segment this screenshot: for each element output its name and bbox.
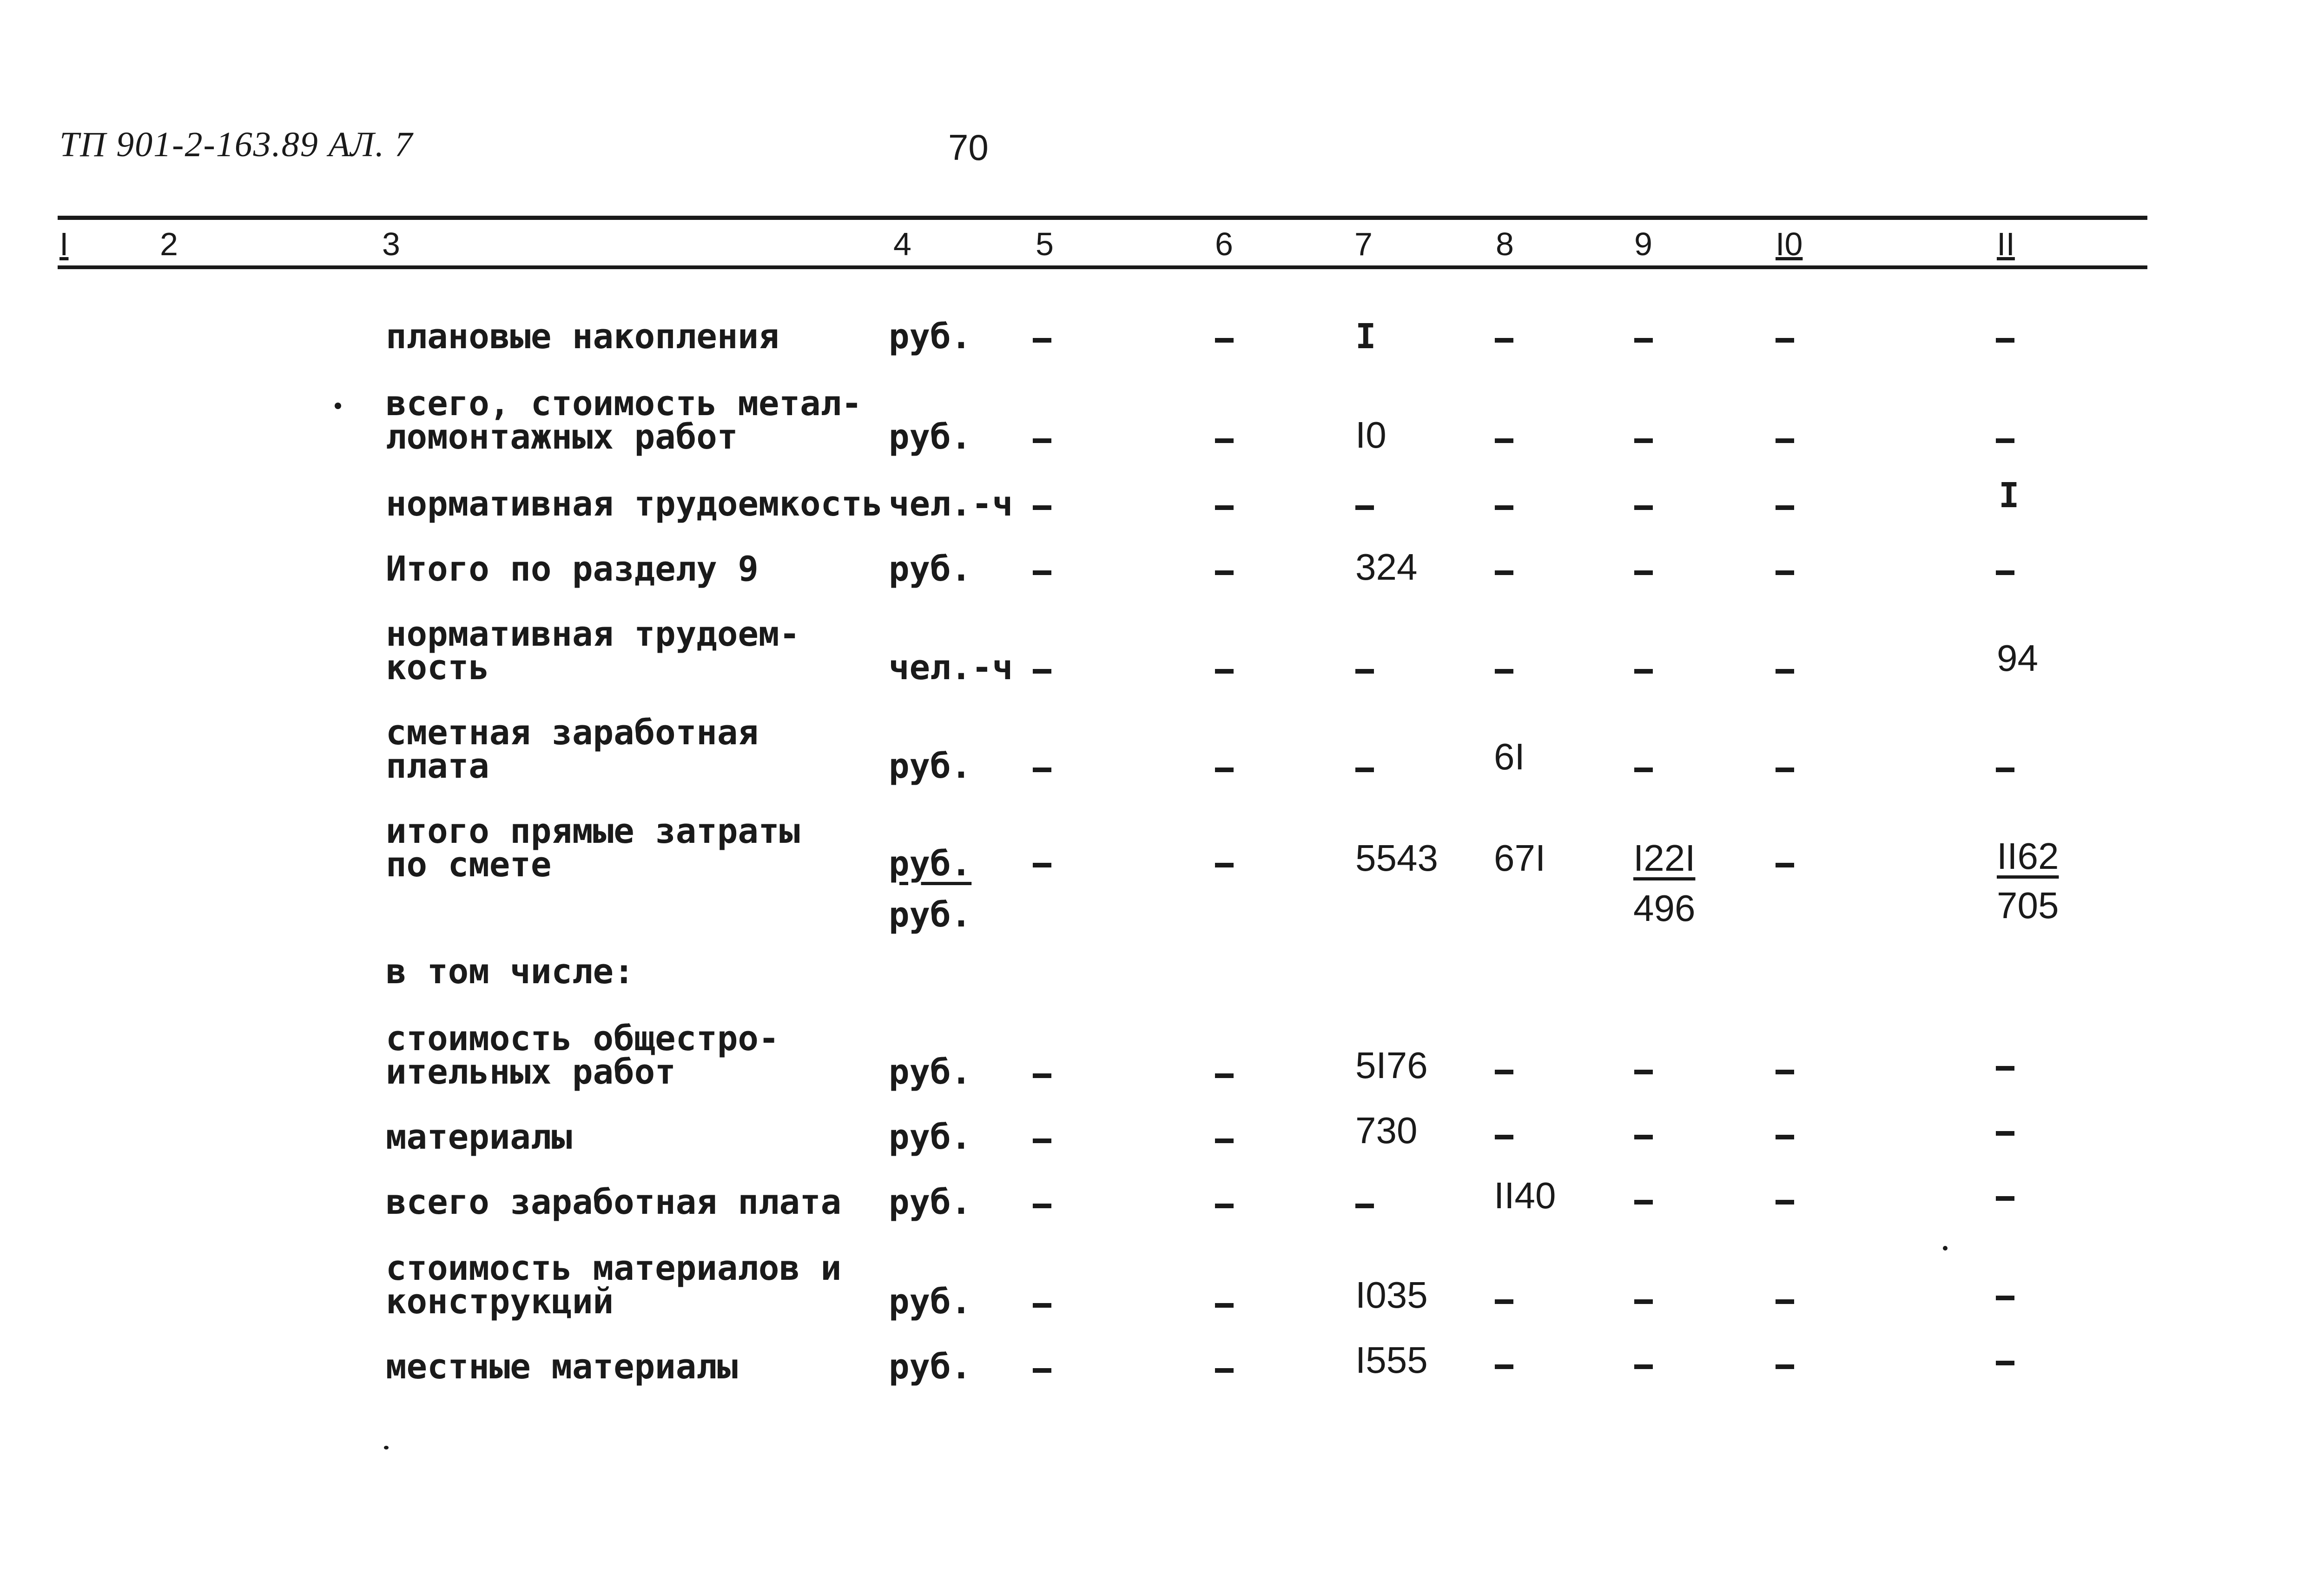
empty-cell-dash xyxy=(1634,1364,1653,1369)
empty-cell-dash xyxy=(1776,505,1794,510)
empty-cell-dash xyxy=(1996,438,2014,443)
empty-cell-dash xyxy=(1634,1135,1653,1139)
row-label: Итого по разделу 9 xyxy=(386,549,759,589)
empty-cell-dash xyxy=(1495,338,1513,343)
row-unit: руб. xyxy=(889,1282,972,1322)
row-label: местные материалы xyxy=(386,1347,738,1387)
row-label: стоимость общестро- ительных работ xyxy=(386,1019,779,1092)
document-code: ТП 901-2-163.89 АЛ. 7 xyxy=(59,125,414,164)
row-value-col9-bottom: 496 xyxy=(1633,887,1696,929)
row-unit: руб. xyxy=(889,549,972,589)
empty-cell-dash xyxy=(1033,1368,1051,1373)
empty-cell-dash xyxy=(1215,338,1234,343)
row-unit: чел.-ч xyxy=(889,648,1013,688)
row-label: итого прямые затраты по смете xyxy=(386,811,800,885)
row-value-col7: I xyxy=(1355,317,1376,357)
empty-cell-dash xyxy=(1033,669,1051,674)
empty-cell-dash xyxy=(1996,570,2014,575)
column-header-7: 7 xyxy=(1354,226,1373,262)
empty-cell-dash xyxy=(1495,669,1513,674)
row-label: нормативная трудоем- кость xyxy=(386,614,800,688)
row-unit: руб. xyxy=(889,1347,972,1387)
row-value-col7: 5I76 xyxy=(1355,1045,1428,1086)
column-header-8: 8 xyxy=(1496,226,1514,262)
empty-cell-dash xyxy=(1033,768,1051,772)
row-label: материалы xyxy=(386,1117,572,1157)
row-value-col11-bottom: 705 xyxy=(1997,885,2059,926)
empty-cell-dash xyxy=(1033,570,1051,575)
empty-cell-dash xyxy=(1634,1070,1653,1074)
empty-cell-dash xyxy=(1495,438,1513,443)
empty-cell-dash xyxy=(1355,1204,1374,1208)
empty-cell-dash xyxy=(1996,1361,2014,1365)
empty-cell-dash xyxy=(1634,768,1653,772)
empty-cell-dash xyxy=(1495,570,1513,575)
empty-cell-dash xyxy=(1776,768,1794,772)
empty-cell-dash xyxy=(1215,1303,1234,1308)
empty-cell-dash xyxy=(1033,1303,1051,1308)
empty-cell-dash xyxy=(1215,1204,1234,1208)
empty-cell-dash xyxy=(1776,1364,1794,1369)
row-label: нормативная трудоемкость xyxy=(386,484,883,524)
row-unit: руб. xyxy=(889,317,972,357)
empty-cell-dash xyxy=(1776,570,1794,575)
row-label: сметная заработная плата xyxy=(386,713,759,786)
empty-cell-dash xyxy=(1215,505,1234,510)
table-top-rule xyxy=(58,216,2147,220)
row-label: плановые накопления xyxy=(386,317,779,357)
column-header-2: 2 xyxy=(160,226,178,262)
empty-cell-dash xyxy=(1033,1138,1051,1143)
empty-cell-dash xyxy=(1634,1200,1653,1205)
column-header-5: 5 xyxy=(1036,226,1054,262)
row-value-col7: 5543 xyxy=(1355,837,1438,879)
column-header-10: I0 xyxy=(1776,226,1803,262)
row-value-col7: 730 xyxy=(1355,1110,1418,1151)
empty-cell-dash xyxy=(1776,863,1794,867)
empty-cell-dash xyxy=(1634,338,1653,343)
empty-cell-dash xyxy=(1996,1131,2014,1136)
empty-cell-dash xyxy=(1495,1070,1513,1074)
row-value-col11: 94 xyxy=(1997,637,2038,679)
empty-cell-dash xyxy=(1215,1368,1234,1373)
empty-cell-dash xyxy=(1996,1066,2014,1071)
row-value-col8: 67I xyxy=(1494,837,1546,879)
section-subheading: в том числе: xyxy=(386,952,634,992)
empty-cell-dash xyxy=(1996,338,2014,343)
empty-cell-dash xyxy=(1215,1073,1234,1078)
row-value-col11-top: II62 xyxy=(1997,835,2059,877)
empty-cell-dash xyxy=(1215,669,1234,674)
empty-cell-dash xyxy=(1495,1135,1513,1139)
empty-cell-dash xyxy=(1776,1070,1794,1074)
row-value-col8: II40 xyxy=(1494,1175,1556,1216)
empty-cell-dash xyxy=(1215,438,1234,443)
scan-speck xyxy=(335,403,341,409)
empty-cell-dash xyxy=(1634,438,1653,443)
empty-cell-dash xyxy=(1495,1364,1513,1369)
empty-cell-dash xyxy=(1033,505,1051,510)
empty-cell-dash xyxy=(1215,863,1234,867)
empty-cell-dash xyxy=(1634,505,1653,510)
scan-speck xyxy=(384,1446,389,1449)
row-unit-top: руб. xyxy=(889,844,972,884)
row-label: стоимость материалов и конструкций xyxy=(386,1248,842,1322)
empty-cell-dash xyxy=(1033,1204,1051,1208)
empty-cell-dash xyxy=(1355,505,1374,510)
column-header-4: 4 xyxy=(893,226,911,262)
column-header-1: I xyxy=(59,226,69,262)
row-value-col11: I xyxy=(1999,476,2020,516)
column-header-6: 6 xyxy=(1215,226,1233,262)
empty-cell-dash xyxy=(1355,669,1374,674)
empty-cell-dash xyxy=(1776,669,1794,674)
page-number: 70 xyxy=(948,127,989,168)
row-value-col7: I0 xyxy=(1355,414,1386,456)
empty-cell-dash xyxy=(1033,438,1051,443)
empty-cell-dash xyxy=(1495,1299,1513,1304)
empty-cell-dash xyxy=(1776,1135,1794,1139)
empty-cell-dash xyxy=(1996,1196,2014,1201)
empty-cell-dash xyxy=(1776,438,1794,443)
empty-cell-dash xyxy=(1495,505,1513,510)
column-header-3: 3 xyxy=(382,226,400,262)
empty-cell-dash xyxy=(1634,1299,1653,1304)
empty-cell-dash xyxy=(1776,1200,1794,1205)
row-label: всего заработная плата xyxy=(386,1182,842,1222)
empty-cell-dash xyxy=(1776,1299,1794,1304)
row-value-col9-top: I22I xyxy=(1633,837,1696,879)
row-unit: руб. xyxy=(889,1117,972,1157)
empty-cell-dash xyxy=(1996,768,2014,772)
empty-cell-dash xyxy=(1355,768,1374,772)
row-unit-bottom: руб. xyxy=(889,895,972,935)
row-unit: руб. xyxy=(889,417,972,457)
empty-cell-dash xyxy=(1033,1073,1051,1078)
empty-cell-dash xyxy=(1215,570,1234,575)
row-value-col8: 6I xyxy=(1494,736,1525,777)
row-unit: чел.-ч xyxy=(889,484,1013,524)
empty-cell-dash xyxy=(1634,669,1653,674)
row-unit: руб. xyxy=(889,1182,972,1222)
scan-speck xyxy=(1943,1246,1948,1251)
empty-cell-dash xyxy=(1634,570,1653,575)
empty-cell-dash xyxy=(1215,1138,1234,1143)
empty-cell-dash xyxy=(1215,768,1234,772)
row-unit: руб. xyxy=(889,1052,972,1092)
column-header-9: 9 xyxy=(1634,226,1652,262)
empty-cell-dash xyxy=(1776,338,1794,343)
row-unit: руб. xyxy=(889,746,972,786)
row-value-col7: I555 xyxy=(1355,1339,1428,1381)
empty-cell-dash xyxy=(1033,338,1051,343)
row-value-col7: 324 xyxy=(1355,546,1418,588)
row-value-col7: I035 xyxy=(1355,1274,1428,1316)
empty-cell-dash xyxy=(1996,1296,2014,1300)
table-header-bottom-rule xyxy=(58,265,2147,269)
column-header-11: II xyxy=(1997,226,2015,262)
row-label: всего, стоимость метал- ломонтажных работ xyxy=(386,384,862,457)
empty-cell-dash xyxy=(1033,863,1051,867)
